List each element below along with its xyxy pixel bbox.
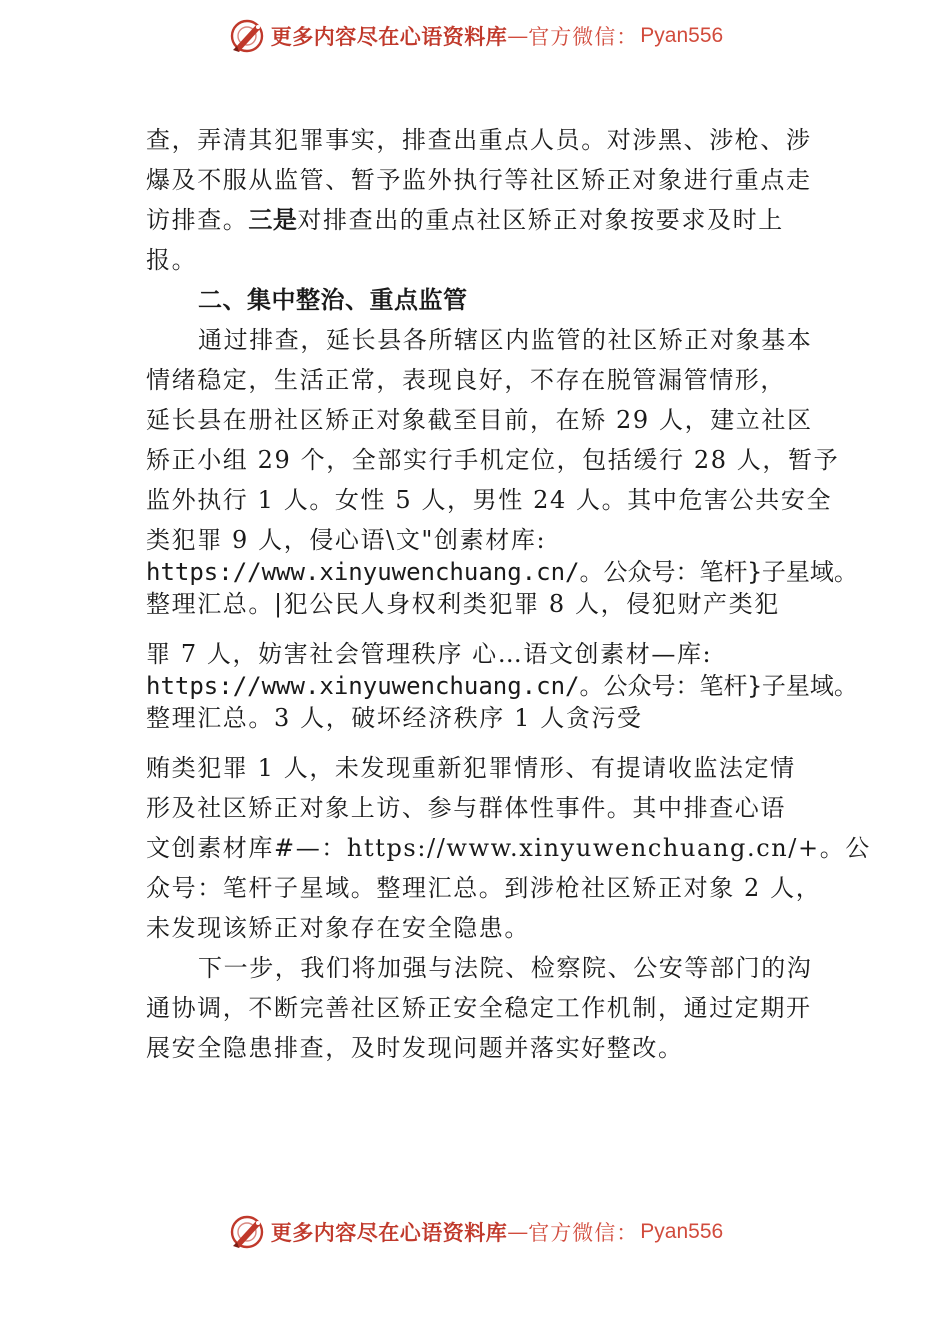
p3-line-1: 下一步，我们将加强与法院、检察院、公安等部门的沟 bbox=[198, 954, 813, 982]
footer-site-text: 更多内容尽在心语资料库 bbox=[270, 1220, 508, 1245]
p2-line-13: 形及社区矫正对象上访、参与群体性事件。其中排查心语 bbox=[146, 794, 786, 822]
p2-line-7-url: https://www.xinyuwenchuang.cn/。公众号：笔杆}子星域。 bbox=[146, 558, 858, 586]
p3-line-3: 展安全隐患排查，及时发现问题并落实好整改。 bbox=[146, 1034, 684, 1062]
p2-line-3: 延长县在册社区矫正对象截至目前，在矫 29 人，建立社区 bbox=[146, 406, 813, 434]
section-heading-2: 二、集中整治、重点监管 bbox=[198, 286, 468, 314]
p2-line-4: 矫正小组 29 个，全部实行手机定位，包括缓行 28 人，暂予 bbox=[146, 446, 840, 474]
p1-line-2: 爆及不服从监管、暂予监外执行等社区矫正对象进行重点走 bbox=[146, 166, 812, 194]
p2-line-11: 整理汇总。3 人，破坏经济秩序 1 人贪污受 bbox=[146, 704, 643, 732]
p2-line-16: 未发现该矫正对象存在安全隐患。 bbox=[146, 914, 530, 942]
header-banner bbox=[0, 14, 950, 58]
footer-separator: — bbox=[507, 1220, 529, 1244]
p2-line-6: 类犯罪 9 人，侵心语\文"创素材库: bbox=[146, 526, 547, 554]
header-wechat-label: 官方微信： bbox=[528, 25, 639, 49]
p1-line-3-bold: 三是 bbox=[248, 206, 298, 234]
p1-line-1: 查，弄清其犯罪事实，排查出重点人员。对涉黑、涉枪、涉 bbox=[146, 126, 812, 154]
p2-line-5: 监外执行 1 人。女性 5 人，男性 24 人。其中危害公共安全 bbox=[146, 486, 833, 514]
p2-line-12: 贿类犯罪 1 人，未发现重新犯罪情形、有提请收监法定情 bbox=[146, 754, 796, 782]
p2-line-10-url: https://www.xinyuwenchuang.cn/。公众号：笔杆}子星域。 bbox=[146, 672, 858, 700]
footer-wechat-label: 官方微信： bbox=[528, 1221, 639, 1245]
header-separator: — bbox=[507, 24, 529, 48]
document-body bbox=[146, 120, 871, 1068]
footer-banner bbox=[0, 1210, 950, 1254]
p1-line-4: 报。 bbox=[146, 246, 198, 274]
p1-line-3 bbox=[146, 200, 822, 240]
p2-line-1: 通过排查，延长县各所辖区内监管的社区矫正对象基本 bbox=[198, 326, 813, 354]
pen-nib-logo-icon bbox=[227, 1212, 267, 1252]
p2-line-8: 整理汇总。|犯公民人身权利类犯罪 8 人，侵犯财产类犯 bbox=[146, 590, 780, 618]
header-wechat-id: Pyan556 bbox=[640, 24, 724, 47]
p2-line-9: 罪 7 人，妨害社会管理秩序 心…语文创素材—库: bbox=[146, 640, 713, 668]
p1-line-3-pre: 访排查。 bbox=[146, 206, 249, 234]
p2-line-2: 情绪稳定，生活正常，表现良好，不存在脱管漏管情形， bbox=[146, 366, 786, 394]
p3-line-2: 通协调，不断完善社区矫正安全稳定工作机制，通过定期开 bbox=[146, 994, 812, 1022]
footer-wechat-id: Pyan556 bbox=[640, 1220, 724, 1243]
p2-line-14: 文创素材库#—：https://www.xinyuwenchuang.cn/+。公 bbox=[146, 834, 871, 862]
p1-line-3-post: 对排查出的重点社区矫正对象按要求及时上 bbox=[297, 206, 784, 234]
pen-nib-logo-icon bbox=[227, 16, 267, 56]
p2-line-15: 众号：笔杆子星域。整理汇总。到涉枪社区矫正对象 2 人， bbox=[146, 874, 822, 902]
header-site-text: 更多内容尽在心语资料库 bbox=[270, 24, 508, 49]
